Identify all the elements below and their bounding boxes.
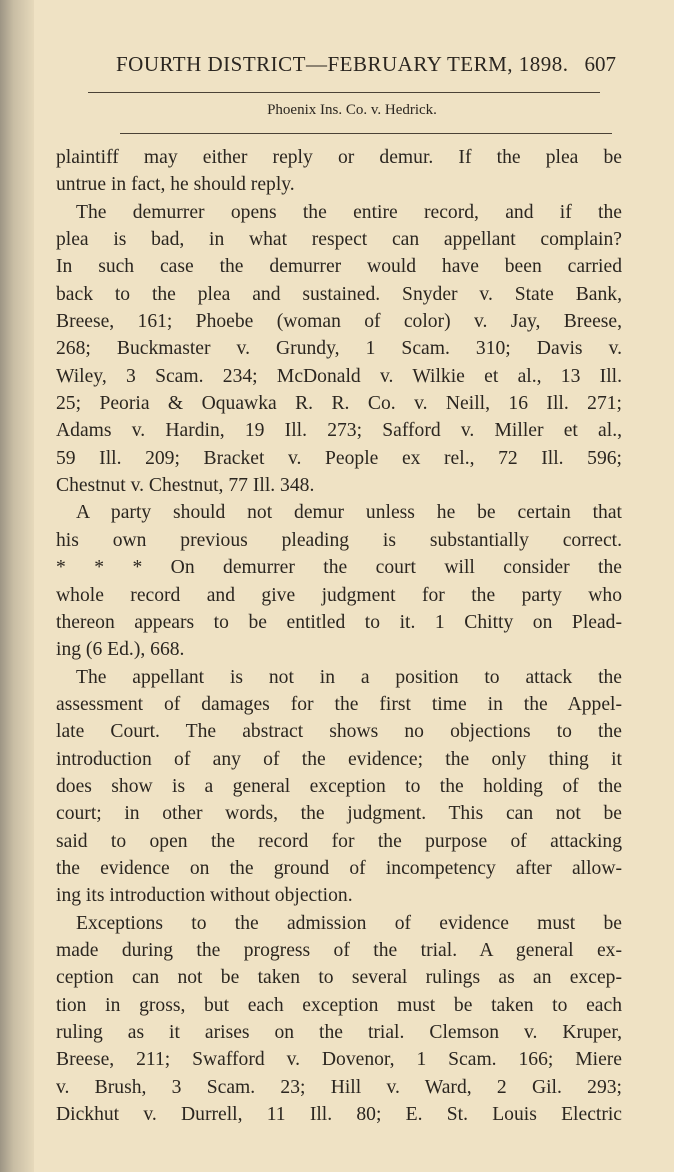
text-line: made during the progress of the trial. A general ex- <box>56 939 622 961</box>
text-line: thereon appears to be entitled to it. 1 Chitty on Plead- <box>56 611 622 633</box>
text-line: A party should not demur unless he be certain that <box>76 502 622 524</box>
text-line: late Court. The abstract shows no objections to the <box>56 721 622 743</box>
running-head <box>116 52 616 82</box>
text-line: back to the plea and sustained. Snyder v. State Bank, <box>56 283 622 305</box>
running-title: FOURTH DISTRICT—FEBRUARY TERM, 1898. <box>116 52 569 76</box>
page-number: 607 <box>584 52 616 76</box>
text-line: court; in other words, the judgment. This can not be <box>56 803 622 825</box>
text-line: Dickhut v. Durrell, 11 Ill. 80; E. St. Louis Electric <box>56 1104 622 1126</box>
text-line: ing (6 Ed.), 668. <box>56 639 185 661</box>
text-line: plaintiff may either reply or demur. If the plea be <box>56 147 622 168</box>
text-line: does show is a general exception to the holding of the <box>56 775 622 797</box>
text-line: his own previous pleading is substantially correct. <box>56 529 622 551</box>
text-line: the evidence on the ground of incompetency after allow- <box>56 857 622 879</box>
text-line: whole record and give judgment for the party who <box>56 584 622 606</box>
text-line: Adams v. Hardin, 19 Ill. 273; Safford v. Miller et al., <box>56 420 622 442</box>
body-text <box>56 144 622 1128</box>
text-line: untrue in fact, he should reply. <box>56 174 295 196</box>
text-line: ception can not be taken to several rulings as an excep- <box>56 967 622 989</box>
text-line: Breese, 211; Swafford v. Dovenor, 1 Scam. 166; Miere <box>56 1049 622 1071</box>
text-line: assessment of damages for the first time in the Appel- <box>56 693 622 715</box>
text-line: The appellant is not in a position to attack the <box>76 666 622 688</box>
text-line: Wiley, 3 Scam. 234; McDonald v. Wilkie et al., 13 Ill. <box>56 365 622 387</box>
text-line: 268; Buckmaster v. Grundy, 1 Scam. 310; Davis v. <box>56 338 622 360</box>
text-line: v. Brush, 3 Scam. 23; Hill v. Ward, 2 Gil. 293; <box>56 1076 622 1098</box>
text-line: * * * On demurrer the court will consider the <box>56 557 622 579</box>
text-line: ruling as it arises on the trial. Clemson v. Kruper, <box>56 1022 622 1043</box>
text-line: ing its introduction without objection. <box>56 885 353 907</box>
text-line: 59 Ill. 209; Bracket v. People ex rel., 72 Ill. 596; <box>56 447 622 469</box>
header-rule-top <box>88 92 600 93</box>
text-line: The demurrer opens the entire record, and if the <box>76 201 622 223</box>
case-caption: Phoenix Ins. Co. v. Hedrick. <box>267 102 437 118</box>
text-line: 25; Peoria & Oquawka R. R. Co. v. Neill, 16 Ill. 271; <box>56 393 622 415</box>
text-line: plea is bad, in what respect can appellant complain? <box>56 229 622 251</box>
text-line: Breese, 161; Phoebe (woman of color) v. Jay, Breese, <box>56 311 622 333</box>
text-line: introduction of any of the evidence; the only thing it <box>56 748 622 770</box>
text-line: tion in gross, but each exception must be taken to each <box>56 994 622 1016</box>
text-line: Chestnut v. Chestnut, 77 Ill. 348. <box>56 475 315 497</box>
header-rule-bottom <box>120 133 612 134</box>
text-line: said to open the record for the purpose of attacking <box>56 830 622 852</box>
text-line: In such case the demurrer would have been carried <box>56 256 622 278</box>
text-line: Exceptions to the admission of evidence must be <box>76 912 622 934</box>
